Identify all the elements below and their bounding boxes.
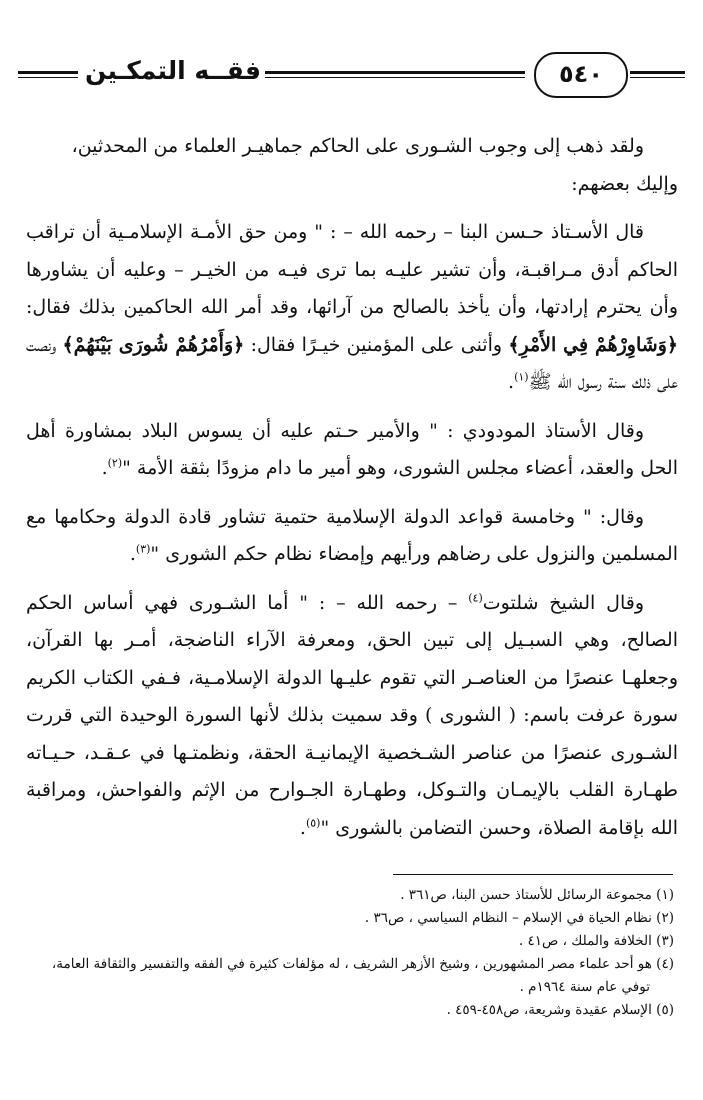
footnote-ref-4[interactable]: (٤)	[468, 591, 483, 605]
footnote-ref-5[interactable]: (٥)	[305, 816, 321, 830]
header-rule-left	[18, 71, 78, 78]
paragraph-shaltut-quote: وقال الشيخ شلتوت$^{(٤)}$ – رحمه الله – : " أما الشـورى فهي أساس الحكم الصالح، وهي السبـيل إلى تبين الحق، ومعرفة الآراء الناضجة، أمـر بها القرآن، وجعلهـا عنصرًا من العناصـر التي تقوم عليـها الدولة الإسلامـية، فـفي الكتاب الكريم سورة عرفت باسم: ( الشورى ) وقد سميت بذلك لأنها السورة الوحيدة التي قررت الشـورى عنصرًا من عناصر الشـخصية الإيمانيـة الحقة، ونظمتـها في عـقـد، حـيـاته طهـارة القلب بالإيمـان والتـوكل، وطهـارة الجـوارح من الإثم والفواحش، ومراقبة الله بإقامة الصلاة، وحسن التضامن بالشورى "$^{(٥)}$.	[26, 591, 678, 839]
paragraph-1-continuation: وإليك بعضهم:	[571, 172, 678, 195]
footnotes	[30, 884, 674, 1022]
paragraph-albanna-quote: قال الأسـتاذ حـسن البنا – رحمه الله – : " ومن حق الأمـة الإسلامـية أن تراقب الحاكم أدق مـراقبـة، وأن تشير عليـه بما ترى فيـه من الخيـر – وعليه أن يشاورها وأن يحترم إرادتها، وأن يأخذ بالصالح من آرائها، وقد أمر الله الحاكمين بذلك فقال: ﴿وَشَاوِرْهُمْ فِي الأَمْرِ﴾ وأثنى على المؤمنين خيـرًا فقال: ﴿وَأَمْرُهُمْ شُورَى بَيْنَهُمْ﴾ ونصت على ذلك سنة رسول الله ﷺ$^{(١)}$.	[26, 221, 678, 393]
footnote-2: (٢) نظام الحياة في الإسلام – النظام السياسي ، ص٣٦ .	[364, 910, 674, 926]
paragraph-maududi-quote: وقال الأستاذ المودودي : " والأمير حـتم عليه أن يسوس البلاد بمشاورة أهل الحل والعقد، أعضاء مجلس الشورى، وهو أمير ما دام مزودًا بثقة الأمة "$^{(٢)}$.	[26, 419, 678, 479]
paragraph-maududi-second-quote: وقال: " وخامسة قواعد الدولة الإسلامية حتمية تشاور قادة الدولة وحكامها مع المسلمين والنزول على رضاهم ورأيهم وإمضاء نظام حكم الشورى "$^{(٣)}$.	[26, 505, 678, 565]
footnote-4-continuation: توفي عام سنة ١٩٦٤م .	[519, 979, 650, 995]
footnote-3: (٣) الخلافة والملك ، ص٤١ .	[518, 933, 674, 949]
footnote-ref-3[interactable]: (٣)	[135, 542, 151, 556]
footnote-5: (٥) الإسلام عقيدة وشريعة، ص٤٥٨-٤٥٩ .	[446, 1002, 674, 1018]
paragraph-1: ولقد ذهب إلى وجوب الشـورى على الحاكم جماهيـر العلماء من المحدثين،	[71, 135, 644, 157]
quran-verse-shawirhum: ﴿وَشَاوِرْهُمْ فِي الأَمْرِ﴾	[508, 333, 678, 356]
footnote-4: (٤) هو أحد علماء مصر المشهورين ، وشيخ الأزهر الشريف ، له مؤلفات كثيرة في الفقه والتفسير والثقافة العامة،	[51, 956, 674, 972]
main-text	[26, 128, 678, 858]
page-number: ٥٤٠	[534, 52, 628, 98]
header-rule-right	[630, 71, 685, 78]
footnote-1: (١) مجموعة الرسائل للأستاذ حسن البنا، ص٣٦١ .	[400, 887, 674, 903]
running-title: فقــه التمكـين	[84, 56, 262, 85]
page-header	[18, 52, 685, 98]
footnote-ref-1[interactable]: (١)	[514, 370, 529, 384]
footnote-separator	[393, 874, 673, 875]
footnote-ref-2[interactable]: (٢)	[107, 456, 123, 470]
quran-verse-amruhum: ﴿وَأَمْرُهُمْ شُورَى بَيْنَهُمْ﴾	[62, 333, 245, 356]
header-rule-middle	[265, 71, 525, 78]
